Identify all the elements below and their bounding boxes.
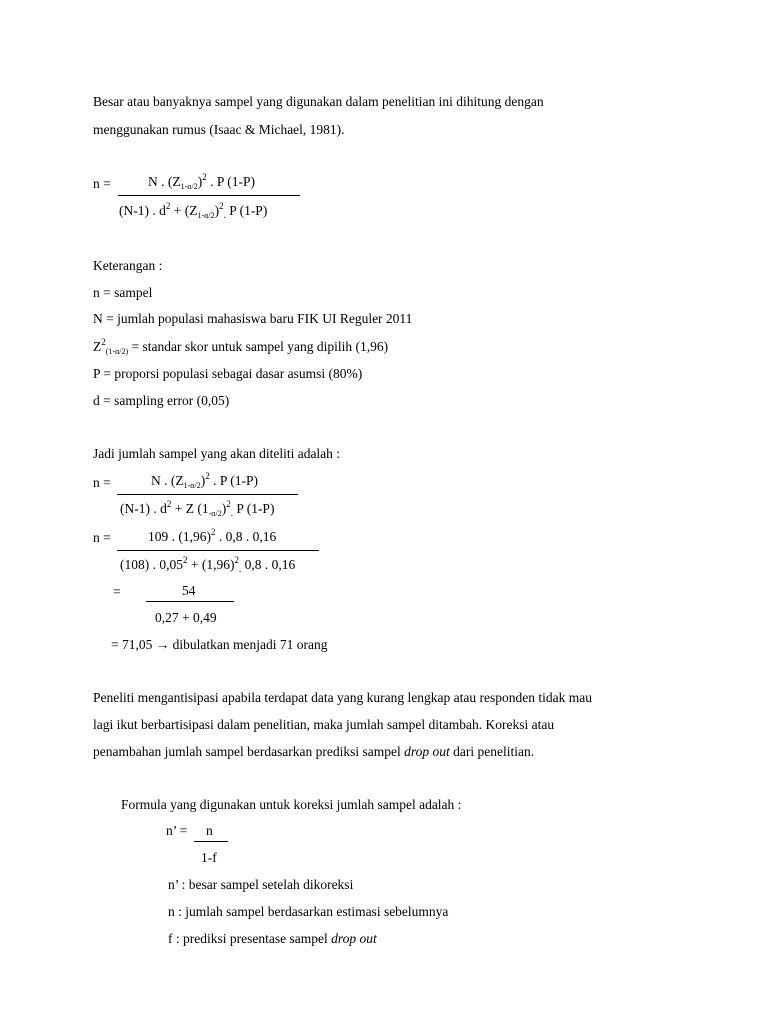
text: dari penelitian. [453, 744, 535, 759]
calc-substituted-numerator [148, 529, 276, 545]
intro-line-1: Besar atau banyaknya sampel yang digunakan dalam penelitian ini dihitung dengan [93, 94, 544, 109]
text: N . (Z [151, 473, 184, 488]
text: dibulatkan menjadi 71 orang [172, 637, 328, 652]
correction-fraction-bar [194, 841, 228, 842]
text: f : prediksi presentase sampel [168, 931, 328, 946]
formula-1-denominator [119, 203, 267, 219]
text: + (Z [173, 203, 198, 218]
keterangan-P: P = proporsi populasi sebagai dasar asumsi (80%) [93, 366, 363, 381]
correction-intro: Formula yang digunakan untuk koreksi jumlah sampel adalah : [121, 797, 462, 812]
text: ) [200, 473, 206, 488]
keterangan-z [93, 339, 388, 355]
calc-formula-numerator [151, 473, 258, 489]
dropout-line-1: Peneliti mengantisipasi apabila terdapat data yang kurang lengkap atau responden tidak mau [93, 690, 592, 705]
text: = 71,05 [111, 637, 153, 652]
text: 109 . (1,96) [148, 529, 211, 544]
text: 2 [183, 555, 188, 565]
text: = standar skor untuk sampel yang dipilih (1,96) [131, 339, 389, 354]
text: 2 [211, 527, 216, 537]
text: -α/2 [208, 509, 222, 518]
dropout-line-3 [93, 744, 534, 760]
correction-lhs: n’ = [166, 823, 188, 838]
text: 2 [226, 499, 231, 509]
calc-equals-3: = [113, 584, 121, 599]
text: (1-α/2) [105, 347, 129, 356]
text: P (1-P) [236, 501, 275, 516]
keterangan-heading: Keterangan : [93, 258, 163, 273]
calc-formula-fraction-bar [117, 494, 298, 495]
calc-lhs-1: n = [93, 475, 111, 490]
text: Z [93, 339, 102, 354]
text: . [230, 508, 233, 518]
arrow-right-icon: → [155, 637, 170, 652]
text: drop out [331, 931, 377, 946]
text: N . (Z [148, 174, 181, 189]
text: (N-1) . d [119, 203, 166, 218]
text: . P (1-P) [210, 174, 255, 189]
text: 2 [234, 555, 239, 565]
calc-result [111, 637, 327, 653]
correction-denominator: 1-f [201, 850, 217, 865]
text: . P (1-P) [213, 473, 258, 488]
text: + (1,96) [190, 557, 235, 572]
text: 2 [219, 201, 224, 211]
text: 1-α/2 [183, 481, 201, 490]
text: 0,8 . 0,16 [244, 557, 296, 572]
text: + Z (1 [174, 501, 209, 516]
formula-1-numerator [148, 174, 255, 190]
text: P (1-P) [229, 203, 268, 218]
intro-line-2: menggunakan rumus (Isaac & Michael, 1981). [93, 122, 345, 137]
calc-simplified-numerator: 54 [182, 583, 196, 598]
text: 2 [166, 499, 172, 509]
text: (108) . 0,05 [120, 557, 183, 572]
text: (N-1) . d [120, 501, 167, 516]
calc-substituted-denominator [120, 557, 295, 573]
text: 1-α/2 [180, 182, 198, 191]
text: drop out [404, 744, 450, 759]
calc-substituted-fraction-bar [117, 550, 319, 551]
formula-1-fraction-bar [118, 195, 300, 196]
keterangan-N: N = jumlah populasi mahasiswa baru FIK UI Reguler 2011 [93, 311, 413, 326]
keterangan-d: d = sampling error (0,05) [93, 393, 230, 408]
calc-lhs-2: n = [93, 530, 111, 545]
correction-def-n: n : jumlah sampel berdasarkan estimasi sebelumnya [168, 904, 449, 919]
text: 2 [205, 471, 210, 481]
text: . 0,8 . 0,16 [218, 529, 277, 544]
calc-simplified-fraction-bar [146, 601, 234, 602]
text: 2 [101, 337, 106, 347]
calc-simplified-denominator: 0,27 + 0,49 [155, 610, 217, 625]
text: . [238, 564, 242, 574]
text: 2 [202, 172, 207, 182]
keterangan-n: n = sampel [93, 285, 153, 300]
correction-def-n-prime: n’ : besar sampel setelah dikoreksi [168, 877, 354, 892]
text: ) [197, 174, 203, 189]
calc-intro: Jadi jumlah sampel yang akan diteliti adalah : [93, 446, 341, 461]
text: . [223, 210, 226, 220]
text: 1-α/2 [197, 211, 215, 220]
text: 2 [165, 201, 171, 211]
text: ) [221, 501, 227, 516]
dropout-line-2: lagi ikut berbartisipasi dalam penelitian, maka jumlah sampel ditambah. Koreksi atau [93, 717, 555, 732]
formula-1-lhs: n = [93, 176, 111, 191]
text: ) [214, 203, 220, 218]
correction-def-f [168, 931, 377, 947]
correction-numerator: n [206, 823, 213, 838]
text: penambahan jumlah sampel berdasarkan prediksi sampel [93, 744, 401, 759]
calc-formula-denominator [120, 501, 274, 517]
